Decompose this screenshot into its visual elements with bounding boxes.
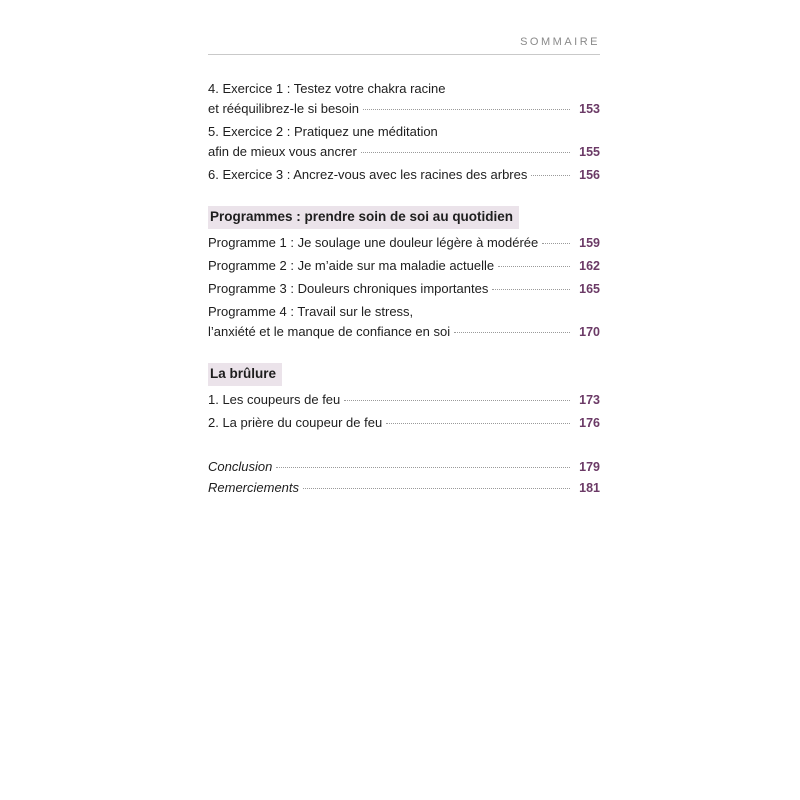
toc-page-number: 165 <box>579 282 600 296</box>
toc-entry[interactable] <box>208 98 600 120</box>
toc-entry[interactable] <box>208 141 600 163</box>
toc-page-number: 173 <box>579 393 600 407</box>
toc-entry-label: 1. Les coupeurs de feu <box>208 392 341 407</box>
toc-entry-label: Programme 3 : Douleurs chroniques importantes <box>208 281 489 296</box>
toc-entry[interactable] <box>208 255 600 277</box>
toc-entry-line1: 5. Exercice 2 : Pratiquez une méditation <box>208 124 438 139</box>
toc-page-number: 181 <box>579 481 600 495</box>
toc-entry-line1: Programme 4 : Travail sur le stress, <box>208 304 414 319</box>
toc-entry-label: 2. La prière du coupeur de feu <box>208 415 383 430</box>
toc-page-number: 153 <box>579 102 600 116</box>
toc-entry-label: afin de mieux vous ancrer <box>208 144 357 159</box>
toc-entry-label: Programme 2 : Je m’aide sur ma maladie actuelle <box>208 258 495 273</box>
dot-leader <box>361 151 570 153</box>
toc-page <box>208 0 600 800</box>
toc-page-number: 170 <box>579 325 600 339</box>
dot-leader <box>454 331 570 333</box>
toc-entry-line1: 4. Exercice 1 : Testez votre chakra racine <box>208 81 446 96</box>
dot-leader <box>363 108 570 110</box>
toc-entry[interactable] <box>208 232 600 254</box>
toc-entry[interactable] <box>208 164 600 186</box>
toc-page-number: 176 <box>579 416 600 430</box>
toc-page-number: 159 <box>579 236 600 250</box>
toc-page-number: 162 <box>579 259 600 273</box>
toc-entry[interactable] <box>208 412 600 434</box>
dot-leader <box>344 399 570 401</box>
running-header: SOMMAIRE <box>520 36 600 48</box>
dot-leader <box>531 174 570 176</box>
toc-entry-label: Remerciements <box>208 480 300 495</box>
toc-entry-label: et rééquilibrez-le si besoin <box>208 101 360 116</box>
toc-entry[interactable] <box>208 278 600 300</box>
toc-entry-label: 6. Exercice 3 : Ancrez-vous avec les racines des arbres <box>208 167 528 182</box>
dot-leader <box>303 487 570 489</box>
toc-page-number: 179 <box>579 460 600 474</box>
toc-page-number: 156 <box>579 168 600 182</box>
toc-entry[interactable] <box>208 321 600 343</box>
section-heading-programmes: Programmes : prendre soin de soi au quotidien <box>208 206 519 229</box>
toc-entry-label: l’anxiété et le manque de confiance en soi <box>208 324 451 339</box>
dot-leader <box>498 265 570 267</box>
toc-page-number: 155 <box>579 145 600 159</box>
toc-entry-label: Programme 1 : Je soulage une douleur légère à modérée <box>208 235 539 250</box>
dot-leader <box>492 288 570 290</box>
toc-entry-label: Conclusion <box>208 459 273 474</box>
dot-leader <box>276 466 570 468</box>
section-heading-brulure: La brûlure <box>208 363 282 386</box>
header-rule <box>208 54 600 55</box>
toc-entry-remerciements[interactable] <box>208 477 600 499</box>
toc-entry[interactable] <box>208 389 600 411</box>
dot-leader <box>386 422 570 424</box>
dot-leader <box>542 242 570 244</box>
toc-entry-conclusion[interactable] <box>208 456 600 478</box>
